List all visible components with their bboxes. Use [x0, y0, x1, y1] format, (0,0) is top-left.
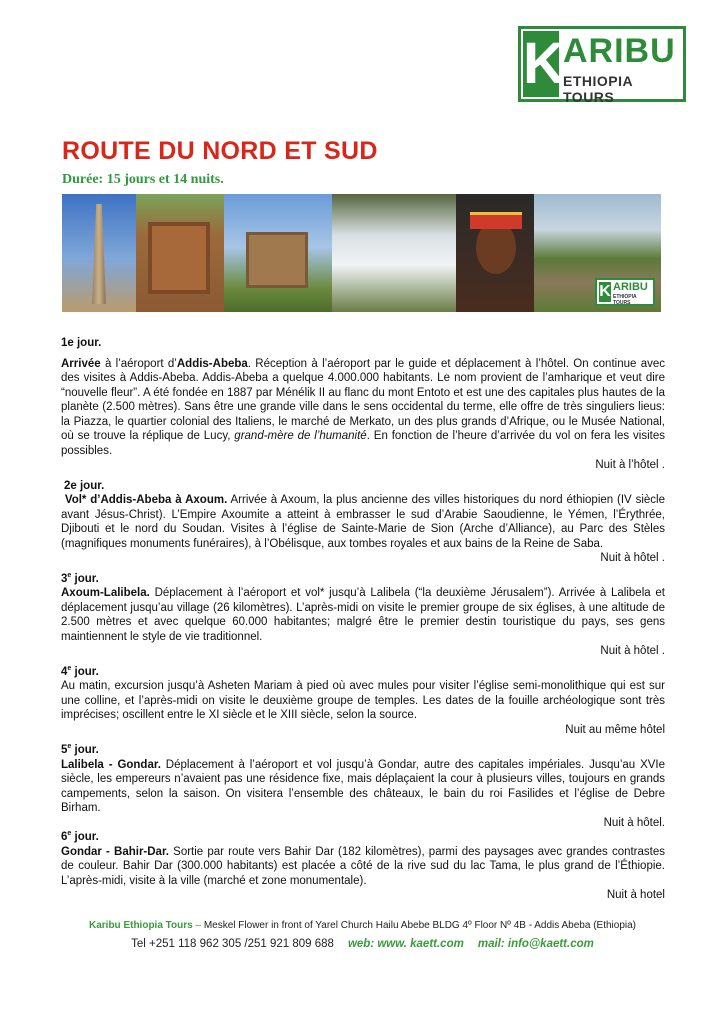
footer-address: Meskel Flower in front of Yarel Church Hailu Abebe BLDG 4º Floor Nº 4B - Addis Abeba (Ethiopia) — [203, 920, 636, 931]
day-6 — [61, 830, 665, 903]
photo-obelisk — [62, 194, 136, 312]
obelisk-shape — [92, 204, 106, 304]
day-sup: e — [67, 571, 72, 579]
footer-phone: Tel +251 118 962 305 /251 921 809 688 — [131, 938, 334, 950]
day-description — [61, 845, 665, 889]
company-logo — [518, 26, 686, 105]
footer-web-link[interactable]: web: www. kaett.com — [347, 938, 464, 950]
day-text: Déplacement à l’aéroport et vol* jusqu’à Lalibela (“la deuxième Jérusalem”). Arrivée à Lalibela et déplacement jusqu’au village (26 kilomètres). L’après-midi on visite le premier groupe de six églises, à une altitude de 2.500 mètres et avec quelque 60.000 habitantes; malgré être le premier destin touristique du pays, ses gens maintiennent le style de vie traditionnel. — [61, 587, 665, 643]
day-lead: Lalibela - Gondar. — [61, 758, 161, 771]
photo-gondar-castle — [224, 194, 332, 312]
logo-k-letter: K — [523, 31, 565, 96]
day-text: Déplacement à l’aéroport et vol jusqu’à Gondar, autre des capitales impériales. Jusqu’au XVIe siècle, les empereurs n’avaient pas une résidence fixe, mais déplaçaient la cour à plusieurs villes, toujours en grands campements, selon la saison. On visitera l’ensemble des châteaux, le bain du roi Fasilides et l’église de Debre Birham. — [61, 758, 666, 814]
photo-banner — [62, 194, 661, 312]
day-suffix: jour. — [71, 831, 99, 843]
day-suffix: jour. — [71, 572, 99, 585]
day-number: 4 — [61, 665, 68, 678]
page-title: ROUTE DU NORD ET SUD — [62, 137, 378, 165]
photo-waterfall — [332, 194, 456, 312]
night-info: Nuit à l’hôtel . — [595, 459, 665, 471]
night-info: Nuit à hotel — [606, 889, 665, 901]
day-sup: e — [67, 743, 72, 751]
day-number: 3 — [61, 572, 68, 585]
logo-ethiopia-tours-text: ETHIOPIA TOURS — [563, 73, 633, 105]
day-suffix: jour. — [71, 744, 99, 756]
itinerary — [61, 336, 665, 903]
night-info: Nuit à hôtel. — [603, 816, 665, 829]
day-text: Arrivée à Axoum, la plus ancienne des villes historiques du nord éthiopien (IV siècle avant Jésus-Christ). L’Empire Axoumite a atteint à embrasser le sud d’Arabie Saoudienne, le Yémen, l’Érythrée, Djibouti et le nord du Soudan. Visites à l’église de Sainte-Marie de Sion (Arche d’Alliance), au Parc des Stèles (magnifiques monuments funéraires), à l’Obélisque, aux tombes royales et aux bains de la Reine de Saba. — [61, 494, 665, 550]
day-description — [61, 758, 665, 816]
night-info: Nuit à hôtel . — [600, 552, 665, 564]
place-name: Addis-Abeba — [176, 357, 248, 370]
banner-logo-k: K — [599, 283, 611, 300]
photo-river-valley — [534, 194, 661, 312]
castle-shape — [246, 232, 308, 288]
day-heading — [61, 743, 665, 758]
footer-mail-link[interactable]: mail: info@kaett.com — [477, 938, 594, 950]
footer-address-line — [0, 920, 725, 931]
day-lead: Arrivée — [61, 357, 101, 370]
day-sup: e — [67, 830, 72, 838]
tour-duration: Durée: 15 jours et 14 nuits. — [62, 172, 224, 187]
day-text-part: à l’aéroport d’ — [100, 357, 177, 370]
day-description — [61, 586, 665, 644]
banner-logo-aribu: ARIBU — [613, 281, 648, 293]
day-sup: e — [67, 664, 72, 672]
footer-contact-line — [0, 938, 725, 950]
banner-logo-ethiopia: ETHIOPIA TOURS — [613, 294, 637, 306]
day-number: 5 — [61, 744, 68, 756]
day-suffix: jour. — [71, 665, 99, 678]
day-text: Sortie par route vers Bahir Dar (182 kilomètres), parmi des paysages avec grandes contrastes de couleur. Bahir Dar (300.000 habitants) est placée a côté de la rive sud du lac Tama, le plus grand de l’Éthiopie. L’après-midi, visite à la ville (marché et zone monumentale). — [61, 845, 665, 887]
day-heading: 1e jour. — [61, 337, 102, 349]
day-1 — [61, 336, 665, 473]
day-heading — [61, 830, 665, 845]
day-lead: Gondar - Bahir-Dar. — [61, 845, 169, 858]
day-description: Au matin, excursion jusqu’à Asheten Mariam à pied où avec mules pour visiter l’église semi-monolithique qui est sur une colline, et l’après-midi on visite le deuxième groupe de temples. Les dates de la fouille archéologique sont très imprécises; oscillent entre le XI siècle et le XIII siècle, selon la source. — [61, 680, 665, 721]
day-italic: grand-mère de l’humanité — [234, 430, 367, 442]
photo-rock-church — [136, 194, 224, 312]
logo-aribu-text: ARIBU — [563, 32, 676, 70]
night-info: Nuit à hôtel . — [600, 645, 665, 657]
night-info: Nuit au même hôtel — [565, 723, 665, 736]
day-description — [61, 493, 665, 551]
day-heading — [61, 572, 665, 587]
day-2 — [61, 479, 665, 566]
photo-portrait — [456, 194, 534, 312]
day-lead: Vol* d’Addis-Abeba à Axoum. — [64, 494, 228, 506]
day-lead: Axoum-Lalibela. — [61, 587, 150, 599]
day-5 — [61, 743, 665, 830]
day-text-part: . En fonction de l’heure d’arrivée du vol on fera les visites possibles. — [61, 430, 665, 457]
footer-dash: – — [192, 920, 204, 931]
day-heading: 2e jour. — [64, 479, 105, 492]
footer-company: Karibu Ethiopia Tours — [89, 920, 193, 931]
rock-church-shape — [148, 222, 210, 294]
portrait-headband-shape — [470, 212, 522, 229]
day-text-part: . Réception à l’aéroport par le guide et déplacement à l’hôtel. On continue avec des visites à Addis-Abeba. Addis-Abeba a quelque 4.000.000 habitants. Le nom provient de l’amharique et veut dire “nouvelle fleur”. A été fondée en 1887 par Ménélik II au flanc du mont Entoto et est une des capitales plus hautes de la planète (2.500 mètres). Sans être une grande ville dans le sens occidental du terme, elle offre de très singuliers lieus: la Piazza, le quartier colonial des Italiens, le marché de Merkato, un des plus grands d’Afrique, ou le Musée National, où se trouve la réplique de Lucy, — [61, 357, 665, 442]
banner-logo — [595, 278, 655, 306]
day-description — [61, 357, 665, 459]
day-number: 6 — [61, 831, 68, 843]
day-heading — [61, 665, 665, 680]
day-3 — [61, 572, 665, 659]
day-4 — [61, 665, 665, 738]
